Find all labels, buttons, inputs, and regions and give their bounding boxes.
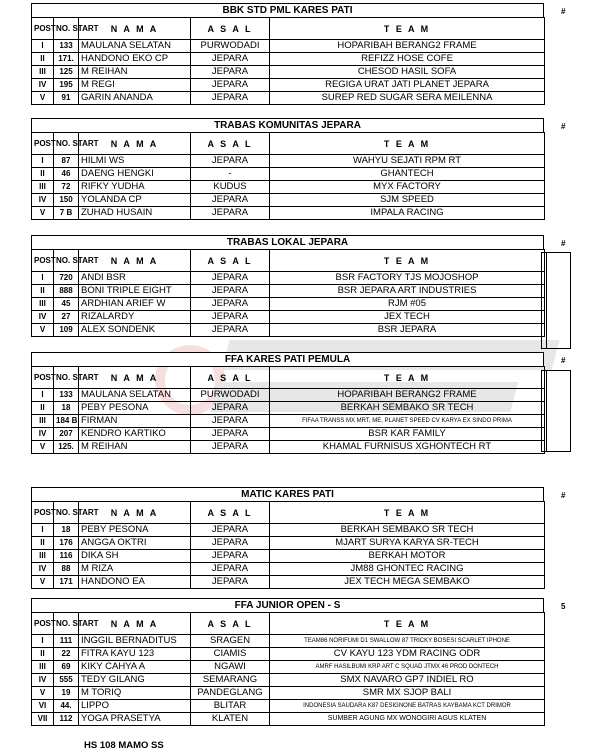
results-section: [31, 598, 544, 726]
start-number-cell: 150: [54, 194, 79, 207]
position-cell: I: [32, 272, 54, 285]
start-number-cell: 133: [54, 40, 79, 53]
position-cell: II: [32, 53, 54, 66]
results-section: [31, 118, 544, 220]
table-row: [32, 92, 545, 105]
rider-name-cell: ANDI BSR: [79, 272, 191, 285]
rider-name-cell: PEBY PESONA: [79, 402, 191, 415]
team-cell: REGIGA URAT JATI PLANET JEPARA: [270, 79, 545, 92]
position-cell: II: [32, 402, 54, 415]
origin-cell: NGAWI: [191, 661, 270, 674]
start-number-cell: 125.: [54, 441, 79, 454]
column-header-post: POST: [32, 250, 54, 272]
results-section: [31, 487, 544, 589]
origin-cell: JEPARA: [191, 415, 270, 428]
table-row: [32, 537, 545, 550]
header-row: [32, 367, 545, 389]
table-row: [32, 635, 545, 648]
table-row: [32, 661, 545, 674]
rider-name-cell: RIFKY YUDHA: [79, 181, 191, 194]
start-number-cell: 22: [54, 648, 79, 661]
origin-cell: JEPARA: [191, 324, 270, 337]
rider-name-cell: HILMI WS: [79, 155, 191, 168]
side-grid-line: [546, 253, 547, 348]
rider-name-cell: RIZALARDY: [79, 311, 191, 324]
start-number-cell: 207: [54, 428, 79, 441]
origin-cell: JEPARA: [191, 66, 270, 79]
origin-cell: KLATEN: [191, 713, 270, 726]
position-cell: V: [32, 687, 54, 700]
start-number-cell: 45: [54, 298, 79, 311]
team-cell: HOPARIBAH BERANG2 FRAME: [270, 40, 545, 53]
table-row: [32, 298, 545, 311]
start-number-cell: 111: [54, 635, 79, 648]
team-cell: SMR MX SJOP BALI: [270, 687, 545, 700]
column-header-no-start: NO. START: [54, 18, 79, 40]
rider-name-cell: KIKY CAHYA A: [79, 661, 191, 674]
origin-cell: SRAGEN: [191, 635, 270, 648]
position-cell: I: [32, 635, 54, 648]
position-cell: III: [32, 181, 54, 194]
team-cell: BSR JEPARA ART INDUSTRIES: [270, 285, 545, 298]
header-row: [32, 613, 545, 635]
column-header-nama: N A M A: [79, 133, 191, 155]
start-number-cell: 176: [54, 537, 79, 550]
start-number-cell: 171.: [54, 53, 79, 66]
table-row: [32, 324, 545, 337]
team-cell: SUREP RED SUGAR SERA MEILENNA: [270, 92, 545, 105]
column-header-no-start: NO. START: [54, 250, 79, 272]
origin-cell: JEPARA: [191, 79, 270, 92]
team-cell: BERKAH SEMBAKO SR TECH: [270, 402, 545, 415]
team-cell: JM88 GHONTEC RACING: [270, 563, 545, 576]
section-mark: #: [561, 491, 566, 500]
rider-name-cell: M REGI: [79, 79, 191, 92]
rider-name-cell: YOLANDA CP: [79, 194, 191, 207]
table-row: [32, 687, 545, 700]
team-cell: CHESOD HASIL SOFA: [270, 66, 545, 79]
position-cell: V: [32, 92, 54, 105]
start-number-cell: 18: [54, 402, 79, 415]
origin-cell: JEPARA: [191, 285, 270, 298]
origin-cell: PURWODADI: [191, 40, 270, 53]
column-header-post: POST: [32, 367, 54, 389]
rider-name-cell: INGGIL BERNADITUS: [79, 635, 191, 648]
section-mark: #: [561, 239, 566, 248]
table-row: [32, 674, 545, 687]
start-number-cell: 44.: [54, 700, 79, 713]
table-row: [32, 272, 545, 285]
start-number-cell: 125: [54, 66, 79, 79]
start-number-cell: 87: [54, 155, 79, 168]
origin-cell: JEPARA: [191, 155, 270, 168]
position-cell: IV: [32, 311, 54, 324]
team-cell: BERKAH MOTOR: [270, 550, 545, 563]
origin-cell: CIAMIS: [191, 648, 270, 661]
origin-cell: JEPARA: [191, 576, 270, 589]
rider-name-cell: TEDY GILANG: [79, 674, 191, 687]
origin-cell: JEPARA: [191, 207, 270, 220]
position-cell: III: [32, 298, 54, 311]
start-number-cell: 7 B: [54, 207, 79, 220]
table-row: [32, 524, 545, 537]
results-table: [31, 366, 545, 454]
results-section: [31, 352, 544, 454]
team-cell: MYX FACTORY: [270, 181, 545, 194]
results-section: [31, 235, 544, 337]
rider-name-cell: KENDRO KARTIKO: [79, 428, 191, 441]
column-header-team: T E A M: [270, 367, 545, 389]
side-grid-line: [546, 371, 547, 451]
column-header-nama: N A M A: [79, 250, 191, 272]
table-row: [32, 441, 545, 454]
rider-name-cell: ALEX SONDENK: [79, 324, 191, 337]
origin-cell: JEPARA: [191, 428, 270, 441]
team-cell: GHANTECH: [270, 168, 545, 181]
rider-name-cell: BONI TRIPLE EIGHT: [79, 285, 191, 298]
results-table: [31, 501, 545, 589]
origin-cell: JEPARA: [191, 194, 270, 207]
column-header-team: T E A M: [270, 613, 545, 635]
position-cell: I: [32, 40, 54, 53]
position-cell: I: [32, 155, 54, 168]
rider-name-cell: MAULANA SELATAN: [79, 40, 191, 53]
rider-name-cell: HANDONO EKO CP: [79, 53, 191, 66]
table-row: [32, 155, 545, 168]
team-cell: FIFAA TRANSS MX MRT, ME, PLANET SPEED CV KARYA EX SINDO PRIMA: [270, 415, 545, 428]
start-number-cell: 116: [54, 550, 79, 563]
position-cell: II: [32, 537, 54, 550]
rider-name-cell: ARDHIAN ARIEF W: [79, 298, 191, 311]
origin-cell: PURWODADI: [191, 389, 270, 402]
origin-cell: JEPARA: [191, 92, 270, 105]
rider-name-cell: GARIN ANANDA: [79, 92, 191, 105]
team-cell: BSR JEPARA: [270, 324, 545, 337]
column-header-asal: A S A L: [191, 502, 270, 524]
start-number-cell: 72: [54, 181, 79, 194]
start-number-cell: 888: [54, 285, 79, 298]
position-cell: I: [32, 524, 54, 537]
table-row: [32, 402, 545, 415]
side-grid: [541, 370, 571, 452]
team-cell: WAHYU SEJATI RPM RT: [270, 155, 545, 168]
table-row: [32, 576, 545, 589]
origin-cell: JEPARA: [191, 53, 270, 66]
origin-cell: JEPARA: [191, 537, 270, 550]
side-grid: [541, 252, 571, 349]
origin-cell: JEPARA: [191, 272, 270, 285]
section-mark: #: [561, 122, 566, 131]
table-row: [32, 66, 545, 79]
column-header-asal: A S A L: [191, 367, 270, 389]
start-number-cell: 91: [54, 92, 79, 105]
team-cell: JEX TECH: [270, 311, 545, 324]
position-cell: IV: [32, 194, 54, 207]
rider-name-cell: HANDONO EA: [79, 576, 191, 589]
results-table: [31, 249, 545, 337]
table-row: [32, 207, 545, 220]
table-row: [32, 194, 545, 207]
origin-cell: PANDEGLANG: [191, 687, 270, 700]
rider-name-cell: FIRMAN: [79, 415, 191, 428]
column-header-nama: N A M A: [79, 502, 191, 524]
rider-name-cell: M TORIQ: [79, 687, 191, 700]
origin-cell: JEPARA: [191, 563, 270, 576]
rider-name-cell: M REIHAN: [79, 66, 191, 79]
table-row: [32, 700, 545, 713]
position-cell: V: [32, 441, 54, 454]
column-header-nama: N A M A: [79, 367, 191, 389]
team-cell: JEX TECH MEGA SEMBAKO: [270, 576, 545, 589]
rider-name-cell: LIPPO: [79, 700, 191, 713]
column-header-team: T E A M: [270, 133, 545, 155]
rider-name-cell: MAULANA SELATAN: [79, 389, 191, 402]
team-cell: BSR KAR FAMILY: [270, 428, 545, 441]
footer-note: HS 108 MAMO SS: [84, 740, 164, 751]
column-header-nama: N A M A: [79, 18, 191, 40]
section-title: FFA KARES PATI PEMULA: [31, 352, 544, 366]
results-table: [31, 132, 545, 220]
column-header-no-start: NO. START: [54, 502, 79, 524]
rider-name-cell: DAENG HENGKI: [79, 168, 191, 181]
results-section: [31, 3, 544, 105]
position-cell: II: [32, 285, 54, 298]
position-cell: III: [32, 550, 54, 563]
header-row: [32, 250, 545, 272]
origin-cell: JEPARA: [191, 402, 270, 415]
header-row: [32, 18, 545, 40]
column-header-post: POST: [32, 613, 54, 635]
origin-cell: JEPARA: [191, 441, 270, 454]
position-cell: V: [32, 576, 54, 589]
section-mark: 5: [561, 602, 566, 611]
team-cell: KHAMAL FURNISUS XGHONTECH RT: [270, 441, 545, 454]
results-table: [31, 612, 545, 726]
column-header-team: T E A M: [270, 250, 545, 272]
column-header-asal: A S A L: [191, 133, 270, 155]
start-number-cell: 46: [54, 168, 79, 181]
start-number-cell: 184 B: [54, 415, 79, 428]
start-number-cell: 88: [54, 563, 79, 576]
team-cell: MJART SURYA KARYA SR-TECH: [270, 537, 545, 550]
origin-cell: JEPARA: [191, 311, 270, 324]
team-cell: CV KAYU 123 YDM RACING ODR: [270, 648, 545, 661]
section-mark: #: [561, 356, 566, 365]
position-cell: V: [32, 324, 54, 337]
origin-cell: JEPARA: [191, 524, 270, 537]
team-cell: RJM #05: [270, 298, 545, 311]
column-header-team: T E A M: [270, 18, 545, 40]
origin-cell: KUDUS: [191, 181, 270, 194]
rider-name-cell: ANGGA OKTRI: [79, 537, 191, 550]
section-title: FFA JUNIOR OPEN - S: [31, 598, 544, 612]
start-number-cell: 109: [54, 324, 79, 337]
position-cell: III: [32, 415, 54, 428]
team-cell: INDONESIA SAUDARA K87 DESIGNONE BATRAS KAYBAMA KCT DRIMOR: [270, 700, 545, 713]
team-cell: HOPARIBAH BERANG2 FRAME: [270, 389, 545, 402]
rider-name-cell: PEBY PESONA: [79, 524, 191, 537]
section-title: TRABAS KOMUNITAS JEPARA: [31, 118, 544, 132]
table-row: [32, 181, 545, 194]
team-cell: BSR FACTORY TJS MOJOSHOP: [270, 272, 545, 285]
origin-cell: JEPARA: [191, 550, 270, 563]
rider-name-cell: M REIHAN: [79, 441, 191, 454]
position-cell: V: [32, 207, 54, 220]
team-cell: IMPALA RACING: [270, 207, 545, 220]
start-number-cell: 555: [54, 674, 79, 687]
position-cell: II: [32, 168, 54, 181]
column-header-post: POST: [32, 18, 54, 40]
column-header-post: POST: [32, 502, 54, 524]
position-cell: III: [32, 66, 54, 79]
table-row: [32, 53, 545, 66]
team-cell: REFIZZ HOSE COFE: [270, 53, 545, 66]
rider-name-cell: DIKA SH: [79, 550, 191, 563]
rider-name-cell: ZUHAD HUSAIN: [79, 207, 191, 220]
table-row: [32, 648, 545, 661]
start-number-cell: 18: [54, 524, 79, 537]
column-header-asal: A S A L: [191, 18, 270, 40]
origin-cell: BLITAR: [191, 700, 270, 713]
table-row: [32, 79, 545, 92]
team-cell: SMX NAVARO GP7 INDIEL RO: [270, 674, 545, 687]
table-row: [32, 311, 545, 324]
position-cell: VII: [32, 713, 54, 726]
start-number-cell: 112: [54, 713, 79, 726]
table-row: [32, 713, 545, 726]
column-header-post: POST: [32, 133, 54, 155]
start-number-cell: 171: [54, 576, 79, 589]
start-number-cell: 69: [54, 661, 79, 674]
position-cell: IV: [32, 563, 54, 576]
position-cell: IV: [32, 79, 54, 92]
column-header-asal: A S A L: [191, 250, 270, 272]
table-row: [32, 428, 545, 441]
table-row: [32, 550, 545, 563]
column-header-no-start: NO. START: [54, 133, 79, 155]
position-cell: VI: [32, 700, 54, 713]
section-title: TRABAS LOKAL JEPARA: [31, 235, 544, 249]
position-cell: I: [32, 389, 54, 402]
start-number-cell: 720: [54, 272, 79, 285]
table-row: [32, 168, 545, 181]
table-row: [32, 40, 545, 53]
origin-cell: JEPARA: [191, 298, 270, 311]
start-number-cell: 195: [54, 79, 79, 92]
table-row: [32, 563, 545, 576]
position-cell: III: [32, 661, 54, 674]
rider-name-cell: FITRA KAYU 123: [79, 648, 191, 661]
team-cell: SJM SPEED: [270, 194, 545, 207]
team-cell: BERKAH SEMBAKO SR TECH: [270, 524, 545, 537]
rider-name-cell: M RIZA: [79, 563, 191, 576]
team-cell: TEAM86 NORIFUMI D1 SWALLOW 87 TRICKY BOSESI SCARLET IPHONE: [270, 635, 545, 648]
position-cell: II: [32, 648, 54, 661]
column-header-team: T E A M: [270, 502, 545, 524]
team-cell: SUMBER AGUNG MX WONOGIRI AGUS KLATEN: [270, 713, 545, 726]
start-number-cell: 19: [54, 687, 79, 700]
position-cell: IV: [32, 428, 54, 441]
origin-cell: SEMARANG: [191, 674, 270, 687]
results-table: [31, 17, 545, 105]
table-row: [32, 415, 545, 428]
column-header-asal: A S A L: [191, 613, 270, 635]
start-number-cell: 133: [54, 389, 79, 402]
table-row: [32, 389, 545, 402]
rider-name-cell: YOGA PRASETYA: [79, 713, 191, 726]
section-mark: #: [561, 7, 566, 16]
column-header-no-start: NO. START: [54, 367, 79, 389]
table-row: [32, 285, 545, 298]
team-cell: AMRF HASILBUMI KRP ART C SQUAD JTMX 46 PROD DONTECH: [270, 661, 545, 674]
column-header-nama: N A M A: [79, 613, 191, 635]
position-cell: IV: [32, 674, 54, 687]
header-row: [32, 502, 545, 524]
section-title: MATIC KARES PATI: [31, 487, 544, 501]
section-title: BBK STD PML KARES PATI: [31, 3, 544, 17]
header-row: [32, 133, 545, 155]
origin-cell: -: [191, 168, 270, 181]
start-number-cell: 27: [54, 311, 79, 324]
column-header-no-start: NO. START: [54, 613, 79, 635]
